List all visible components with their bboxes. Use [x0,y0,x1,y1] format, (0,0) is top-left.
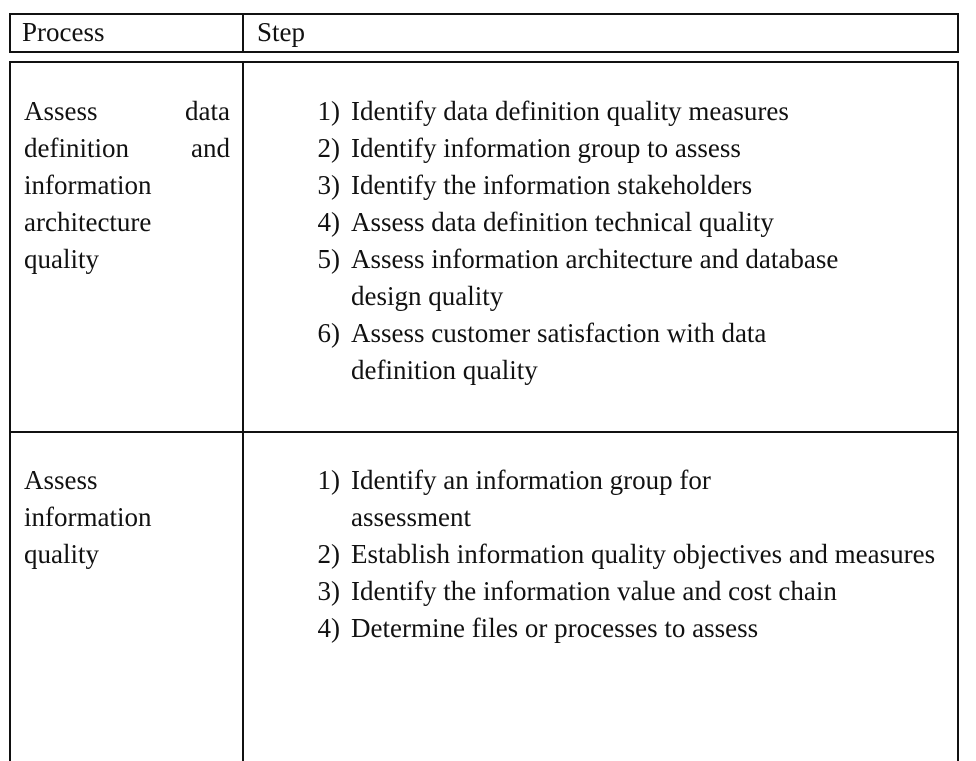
step-number: 3) [317,170,340,200]
rule [242,13,244,53]
step-text: Identify data definition quality measures [351,96,789,126]
process-cell: Assess information quality [24,465,152,569]
step-number: 1) [317,465,340,495]
rule [10,431,959,433]
list-item [258,573,948,610]
column-header-process: Process [22,17,105,47]
step-text: Establish information quality objectives and measures [351,539,936,569]
step-number: 4) [317,207,340,237]
rule [9,61,11,761]
step-text: Identify the information stakeholders [351,170,753,200]
rule [957,13,959,53]
list-item [258,167,948,204]
step-text: Assess data definition technical quality [351,207,774,237]
list-item [258,93,948,130]
step-list [258,462,948,647]
step-text: Determine files or processes to assess [351,613,759,643]
rule [242,61,244,761]
step-list [258,93,948,389]
process-cell: Assess data definition and information architecture quality [24,96,230,274]
rule [9,13,11,53]
column-header-step: Step [257,17,306,47]
list-item [258,610,948,647]
step-number: 6) [317,318,340,348]
rule [957,61,959,761]
step-number: 1) [317,96,340,126]
step-text: Identify the information value and cost chain [351,576,837,606]
rule [10,51,959,53]
list-item [258,130,948,167]
step-number: 2) [317,539,340,569]
list-item [258,536,948,573]
step-number: 3) [317,576,340,606]
step-text: Identify information group to assess [351,133,741,163]
list-item [258,241,948,315]
list-item [258,204,948,241]
list-item [258,462,948,536]
step-text: Identify an information group for assessment [351,465,711,532]
step-number: 4) [317,613,340,643]
rule [10,13,959,15]
list-item [258,315,948,389]
step-number: 2) [317,133,340,163]
step-text: Assess information architecture and database design quality [351,244,839,311]
rule [10,61,959,63]
step-number: 5) [317,244,340,274]
step-text: Assess customer satisfaction with data definition quality [351,318,767,385]
